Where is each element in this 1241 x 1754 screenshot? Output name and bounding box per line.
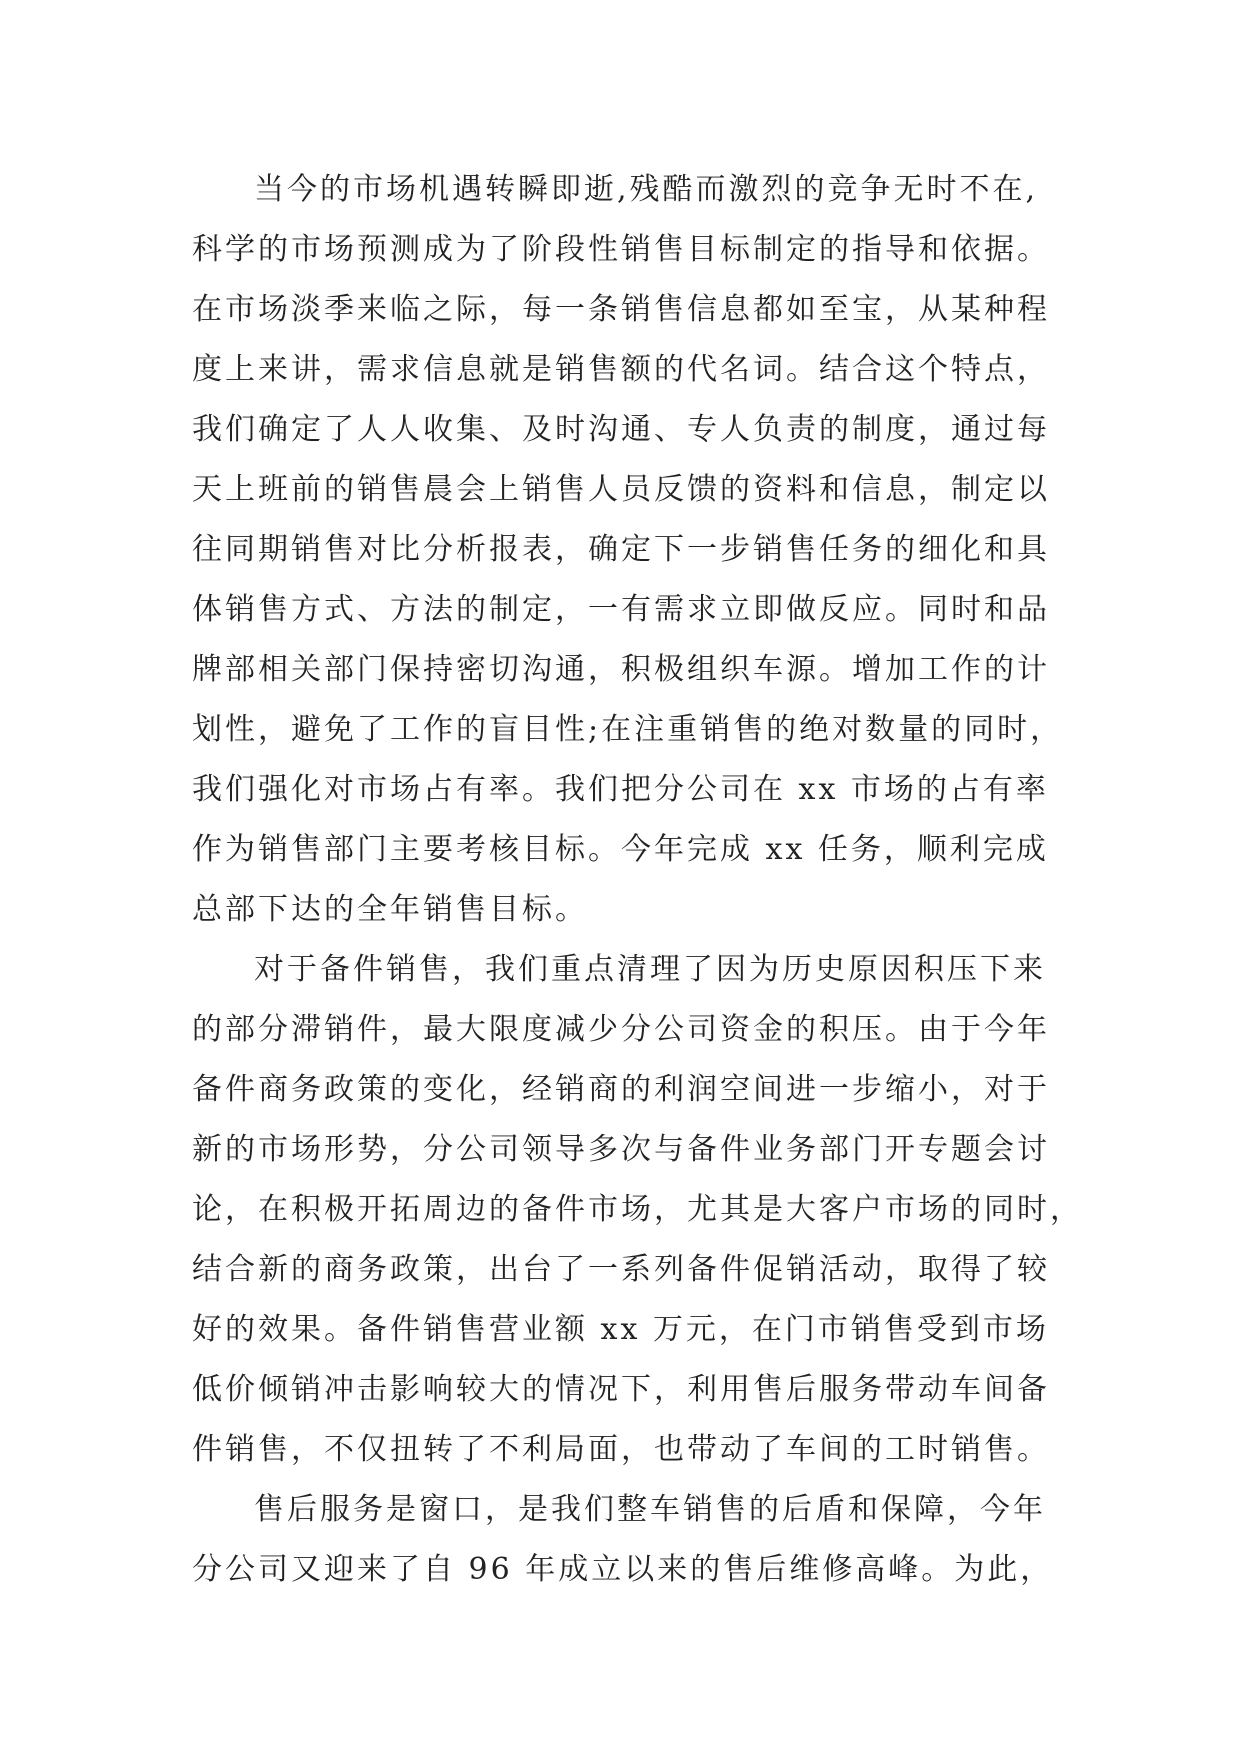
paragraph-2-line-8: 低价倾销冲击影响较大的情况下，利用售后服务带动车间备 [192, 1372, 1050, 1407]
paragraph-1-line-10: 划性，避免了工作的盲目性;在注重销售的绝对数量的同时， [192, 712, 1064, 747]
paragraph-2-line-1: 对于备件销售，我们重点清理了因为历史原因积压下来 [254, 952, 1046, 987]
paragraph-2-line-7: 好的效果。备件销售营业额 xx 万元，在门市销售受到市场 [192, 1312, 1049, 1347]
paragraph-2-line-5: 论，在积极开拓周边的备件市场，尤其是大客户市场的同时， [192, 1192, 1083, 1227]
paragraph-1-line-9: 牌部相关部门保持密切沟通，积极组织车源。增加工作的计 [192, 652, 1050, 687]
paragraph-3-line-1: 售后服务是窗口，是我们整车销售的后盾和保障，今年 [254, 1492, 1046, 1527]
paragraph-1-line-6: 天上班前的销售晨会上销售人员反馈的资料和信息，制定以 [192, 472, 1050, 507]
paragraph-1-line-8: 体销售方式、方法的制定，一有需求立即做反应。同时和品 [192, 592, 1050, 627]
paragraph-2-line-6: 结合新的商务政策，出台了一系列备件促销活动，取得了较 [192, 1252, 1050, 1287]
paragraph-1-line-12: 作为销售部门主要考核目标。今年完成 xx 任务，顺利完成 [192, 832, 1049, 867]
paragraph-2-line-9: 件销售，不仅扭转了不利局面，也带动了车间的工时销售。 [192, 1432, 1050, 1467]
document-body [192, 160, 1083, 1600]
paragraph-2-line-4: 新的市场形势，分公司领导多次与备件业务部门开专题会讨 [192, 1132, 1050, 1167]
paragraph-1-line-2: 科学的市场预测成为了阶段性销售目标制定的指导和依据。 [192, 232, 1050, 267]
paragraph-1-line-1: 当今的市场机遇转瞬即逝,残酷而激烈的竞争无时不在, [254, 172, 1039, 207]
paragraph-1-line-7: 往同期销售对比分析报表，确定下一步销售任务的细化和具 [192, 532, 1050, 567]
paragraph-1-line-4: 度上来讲，需求信息就是销售额的代名词。结合这个特点， [192, 352, 1050, 387]
paragraph-2-line-3: 备件商务政策的变化，经销商的利润空间进一步缩小，对于 [192, 1072, 1050, 1107]
paragraph-2-line-2: 的部分滞销件，最大限度减少分公司资金的积压。由于今年 [192, 1012, 1050, 1047]
paragraph-1-line-11: 我们强化对市场占有率。我们把分公司在 xx 市场的占有率 [192, 772, 1049, 807]
paragraph-1-line-5: 我们确定了人人收集、及时沟通、专人负责的制度，通过每 [192, 412, 1050, 447]
paragraph-3-line-2: 分公司又迎来了自 96 年成立以来的售后维修高峰。为此， [192, 1552, 1054, 1587]
paragraph-1-line-13: 总部下达的全年销售目标。 [192, 892, 588, 927]
paragraph-1-line-3: 在市场淡季来临之际，每一条销售信息都如至宝，从某种程 [192, 292, 1050, 327]
